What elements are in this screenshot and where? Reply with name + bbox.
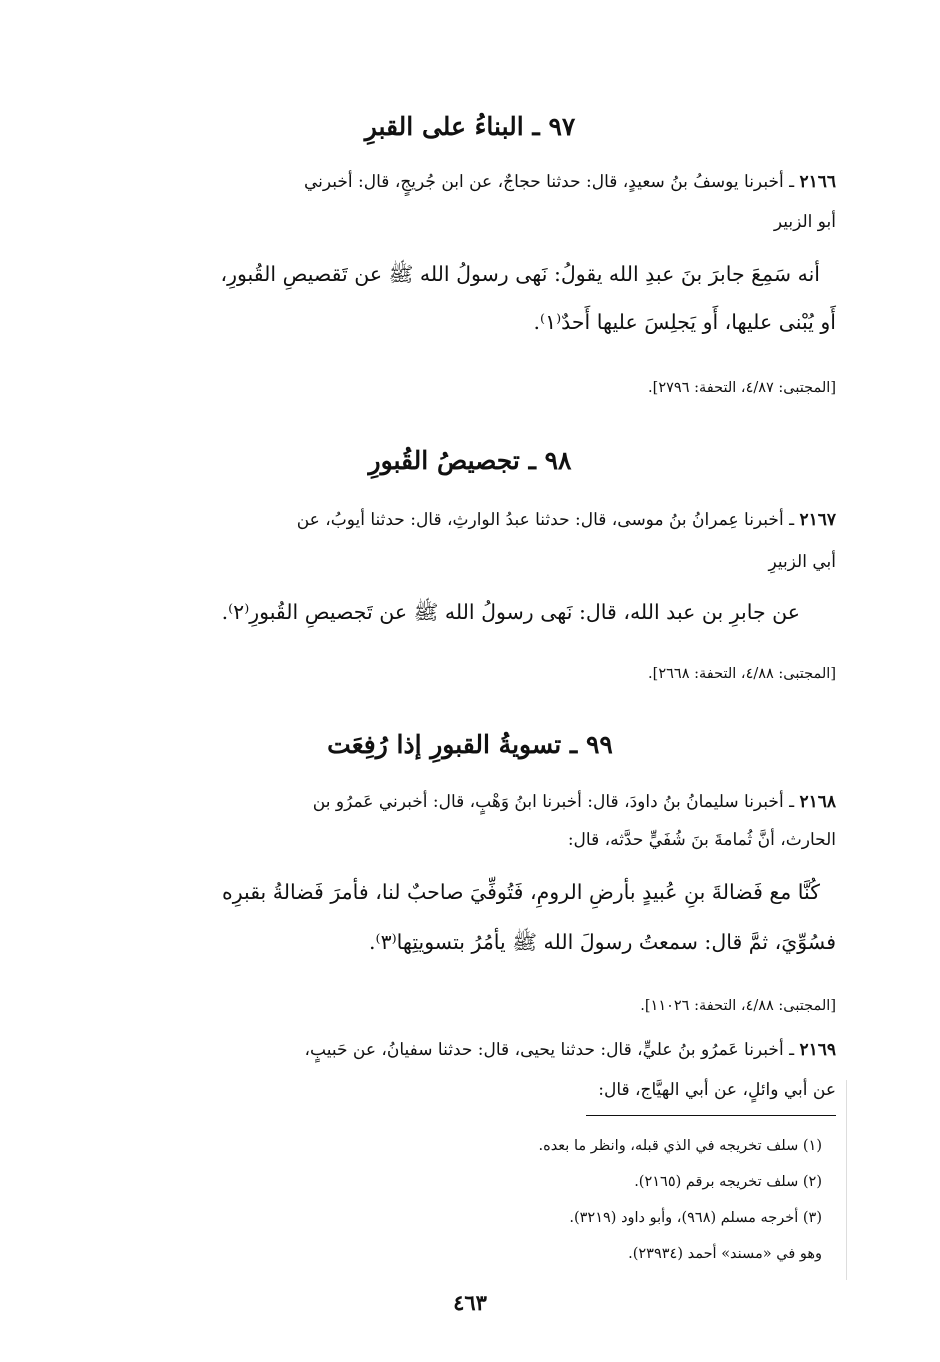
hadith-2166-text-line-2: أَو يُبْنى عليها، أَو يَجلِسَ عليها أَحدٌ⁽١⁾.: [533, 310, 836, 334]
source-reference-2166: [المجتبى: ٤/٨٧، التحفة: ٢٧٩٦].: [648, 380, 836, 396]
hadith-2168-text-line-2: فسُوِّيَ، ثمَّ قال: سمعتُ رسولَ الله ﷺ يأمُرُ بتسويتِها⁽٣⁾.: [369, 930, 836, 954]
chain-text: ـ أخبرنا عَمرُو بنُ عليٍّ، قال: حدثنا يحيى، قال: حدثنا سفيانُ، عن حَبيبٍ،: [304, 1040, 800, 1060]
chain-text: ـ أخبرنا سليمانُ بنُ داودَ، قال: أخبرنا ابنُ وَهْبٍ، قال: أخبرني عَمرُو بن: [312, 792, 800, 812]
page-number: ٤٦٣: [453, 1290, 487, 1315]
hadith-number: ٢١٦٨: [799, 792, 836, 812]
footnote-2: (٢) سلف تخريجه برقم (٢١٦٥).: [634, 1174, 822, 1190]
hadith-2169-chain-line-1: [305, 1040, 836, 1060]
chain-text: ـ أخبرنا يوسفُ بنُ سعيدٍ، قال: حدثنا حجاجٌ، عن ابن جُريجٍ، قال: أخبرني: [304, 172, 800, 192]
chapter-heading-98: ٩٨ ـ تجصيصُ القُبورِ: [368, 446, 572, 475]
hadith-2168-text-line-1: كُنَّا مع فَضالةَ بنِ عُبيدٍ بأرضِ الرومِ، فَتُوفِّيَ صاحبٌ لنا، فأمرَ فَضالةُ بقبرِه: [221, 880, 820, 904]
chain-text: ـ أخبرنا عِمرانُ بنُ موسى، قال: حدثنا عبدُ الوارثِ، قال: حدثنا أيوبُ، عن: [296, 510, 800, 530]
footnote-3-continued: وهو في «مسند» أحمد (٢٣٩٣٤).: [628, 1246, 822, 1262]
chapter-heading-97: ٩٧ ـ البناءُ على القبرِ: [364, 112, 576, 141]
source-reference-2167: [المجتبى: ٤/٨٨، التحفة: ٢٦٦٨].: [648, 666, 836, 682]
hadith-2166-text-line-1: أنه سَمِعَ جابرَ بنَ عبدِ الله يقولُ: نَهى رسولُ الله ﷺ عن تَقصيصِ القُبورِ،: [220, 262, 820, 286]
chapter-heading-99: ٩٩ ـ تسويةُ القبورِ إذا رُفِعَت: [327, 730, 613, 759]
hadith-2167-text-line-1: عن جابرِ بن عبد الله، قال: نَهى رسولُ الله ﷺ عن تَجصيصِ القُبورِ⁽٢⁾.: [221, 600, 800, 624]
source-reference-2168: [المجتبى: ٤/٨٨، التحفة: ١١٠٢٦].: [640, 998, 836, 1014]
hadith-2168-chain-line-1: [313, 792, 836, 812]
hadith-2167-chain-line-2: أبي الزبيرِ: [768, 552, 836, 572]
hadith-2166-chain-line-2: أبو الزبير: [773, 212, 836, 232]
footnote-1: (١) سلف تخريجه في الذي قبله، وانظر ما بعده.: [538, 1138, 822, 1154]
hadith-2166-chain-line-1: [304, 172, 836, 192]
hadith-number: ٢١٦٦: [799, 172, 836, 192]
margin-rule: [846, 1080, 847, 1280]
hadith-2169-chain-line-2: عن أبي وائلٍ، عن أبي الهيَّاج، قال:: [598, 1080, 836, 1100]
hadith-2168-chain-line-2: الحارث، أنَّ ثُمامةَ بنَ شُفَيٍّ حدَّثه، قال:: [567, 830, 836, 850]
footnote-separator: [586, 1115, 836, 1116]
hadith-number: ٢١٦٧: [799, 510, 836, 530]
hadith-number: ٢١٦٩: [799, 1040, 836, 1060]
footnote-3: (٣) أخرجه مسلم (٩٦٨)، وأبو داود (٣٢١٩).: [569, 1210, 822, 1226]
hadith-2167-chain-line-1: [297, 510, 836, 530]
